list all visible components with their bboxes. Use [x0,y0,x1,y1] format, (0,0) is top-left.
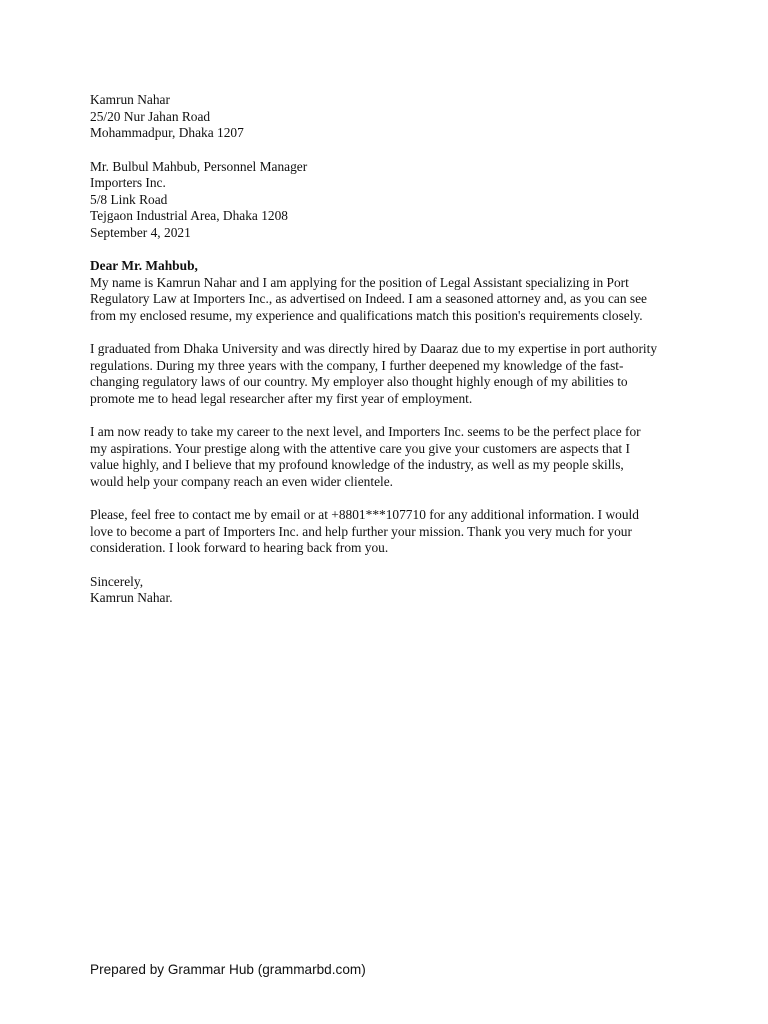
recipient-company: Importers Inc. [90,175,166,190]
paragraph-line: I am now ready to take my career to the next level, and Importers Inc. seems to be the perfect place for [90,424,641,439]
paragraph-line: my aspirations. Your prestige along with the attentive care you give your customers are aspects that I [90,440,630,456]
footer-credit: Prepared by Grammar Hub (grammarbd.com) [90,962,366,977]
paragraph-line: Regulatory Law at Importers Inc., as advertised on Indeed. I am a seasoned attorney and, as you can see [90,291,647,306]
paragraph-line: I graduated from Dhaka University and was directly hired by Daaraz due to my expertise in port authority [90,341,658,356]
paragraph-line: love to become a part of Importers Inc. and help further your mission. Thank you very much for your [90,523,632,539]
paragraph-4 [90,507,670,557]
sender-city: Mohammadpur, Dhaka 1207 [90,125,244,140]
spacer [90,557,670,574]
letter-date: September 4, 2021 [90,224,191,240]
spacer [90,324,670,341]
paragraph-1 [90,275,670,325]
paragraph-line: from my enclosed resume, my experience and qualifications match this position's requirements closely. [90,307,643,323]
salutation: Dear Mr. Mahbub, [90,258,198,273]
paragraph-3 [90,424,670,490]
paragraph-line: promote me to head legal researcher after my first year of employment. [90,390,473,406]
signature-name: Kamrun Nahar. [90,590,173,605]
spacer [90,241,670,258]
paragraph-line: value highly, and I believe that my profound knowledge of the industry, as well as my people skills, [90,457,624,472]
paragraph-line: changing regulatory laws of our country. My employer also thought highly enough of my abilities to [90,374,628,389]
spacer [90,142,670,159]
paragraph-line: would help your company reach an even wider clientele. [90,473,394,489]
cover-letter [90,92,670,607]
recipient-address [90,159,670,242]
paragraph-line: Please, feel free to contact me by email or at +8801***107710 for any additional information. I would [90,507,639,522]
closing [90,574,670,607]
recipient-area: Tejgaon Industrial Area, Dhaka 1208 [90,208,289,223]
paragraph-2 [90,341,670,407]
sign-off: Sincerely, [90,573,144,589]
recipient-name-title: Mr. Bulbul Mahbub, Personnel Manager [90,158,308,174]
sender-address [90,92,670,142]
paragraph-line: regulations. During my three years with the company, I further deepened my knowledge of the fast- [90,357,624,373]
spacer [90,407,670,424]
sender-name: Kamrun Nahar [90,92,170,107]
paragraph-line: consideration. I look forward to hearing back from you. [90,540,389,555]
recipient-street: 5/8 Link Road [90,191,168,207]
paragraph-line: My name is Kamrun Nahar and I am applying for the position of Legal Assistant specializing in Port [90,274,629,290]
sender-street: 25/20 Nur Jahan Road [90,108,211,124]
spacer [90,490,670,507]
